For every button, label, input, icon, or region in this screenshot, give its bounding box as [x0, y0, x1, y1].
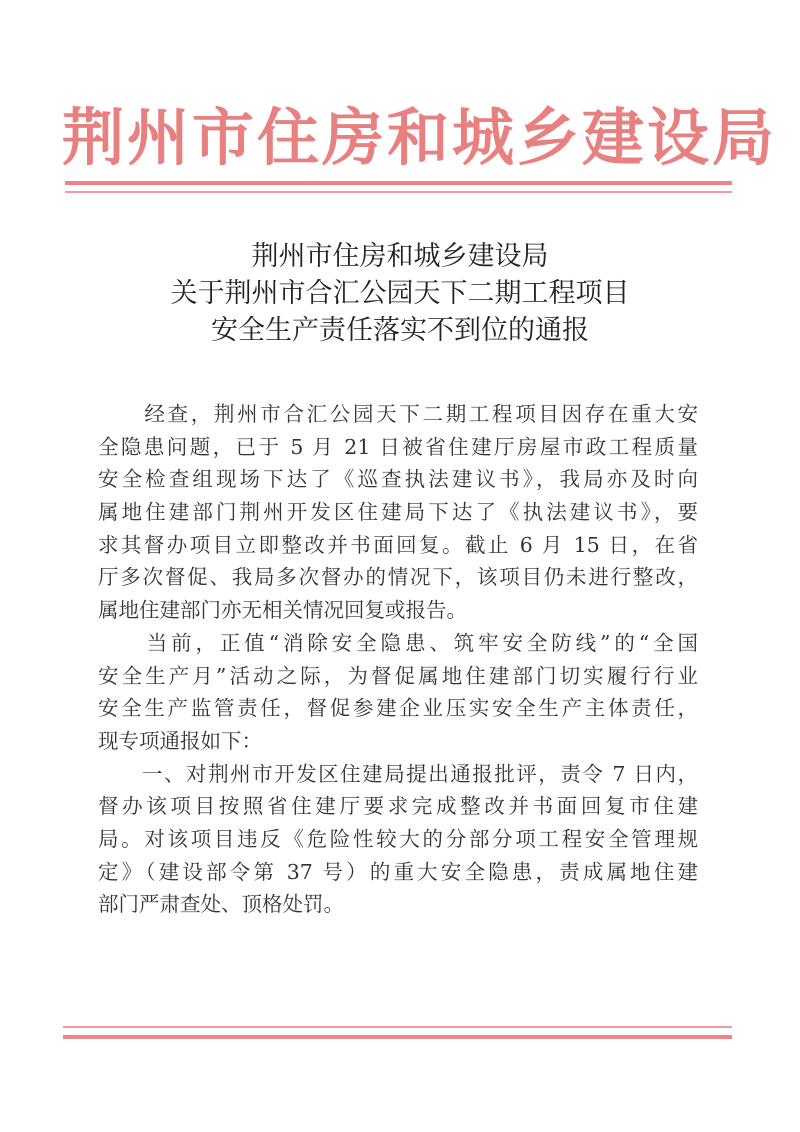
body-line: 全隐患问题，已于 5 月 21 日被省住建厅房屋市政工程质量 [98, 434, 698, 459]
footer-thick-rule [63, 1035, 732, 1039]
body-line: 当前，正值“消除安全隐患、筑牢安全防线”的“全国 [98, 630, 698, 655]
letterhead-title: 荆州市住房和城乡建设局 [62, 101, 778, 174]
body-line: 安全检查组现场下达了《巡查执法建议书》，我局亦及时向 [98, 467, 698, 492]
body-line: 求其督办项目立即整改并书面回复。截止 6 月 15 日，在省 [98, 532, 698, 557]
body-line: 部门严肃查处、顶格处罚。 [98, 892, 344, 917]
title-line-1: 荆州市住房和城乡建设局 [251, 241, 549, 272]
paragraph-1 [98, 398, 698, 627]
body-line: 属地住建部门亦无相关情况回复或报告。 [98, 598, 467, 623]
footer-thin-rule [63, 1026, 732, 1028]
paragraph-2 [98, 627, 698, 758]
body-line: 一、对荆州市开发区住建局提出通报批评，责令 7 日内， [98, 761, 698, 786]
letterhead-thick-rule [65, 181, 732, 185]
letterhead-thin-rule [65, 191, 732, 193]
body-line: 现专项通报如下： [98, 728, 262, 753]
body-line: 属地住建部门荆州开发区住建局下达了《执法建议书》，要 [98, 500, 698, 525]
title-line-3: 安全生产责任落实不到位的通报 [211, 315, 589, 346]
title-line-2: 关于荆州市合汇公园天下二期工程项目 [170, 278, 630, 309]
paragraph-3 [98, 758, 698, 921]
body-line: 督办该项目按照省住建厅要求完成整改并书面回复市住建 [98, 794, 698, 819]
body-line: 安全生产月”活动之际，为督促属地住建部门切实履行行业 [98, 663, 698, 688]
body-line: 局。对该项目违反《危险性较大的分部分项工程安全管理规 [98, 826, 698, 851]
body-line: 定》（建设部令第 37 号）的重大安全隐患，责成属地住建 [98, 859, 698, 884]
document-title [80, 238, 720, 349]
body-line: 厅多次督促、我局多次督办的情况下，该项目仍未进行整改， [98, 565, 698, 590]
body-line: 安全生产监管责任，督促参建企业压实安全生产主体责任， [98, 696, 698, 721]
document-body [98, 398, 698, 921]
body-line: 经查，荆州市合汇公园天下二期工程项目因存在重大安 [98, 402, 698, 426]
